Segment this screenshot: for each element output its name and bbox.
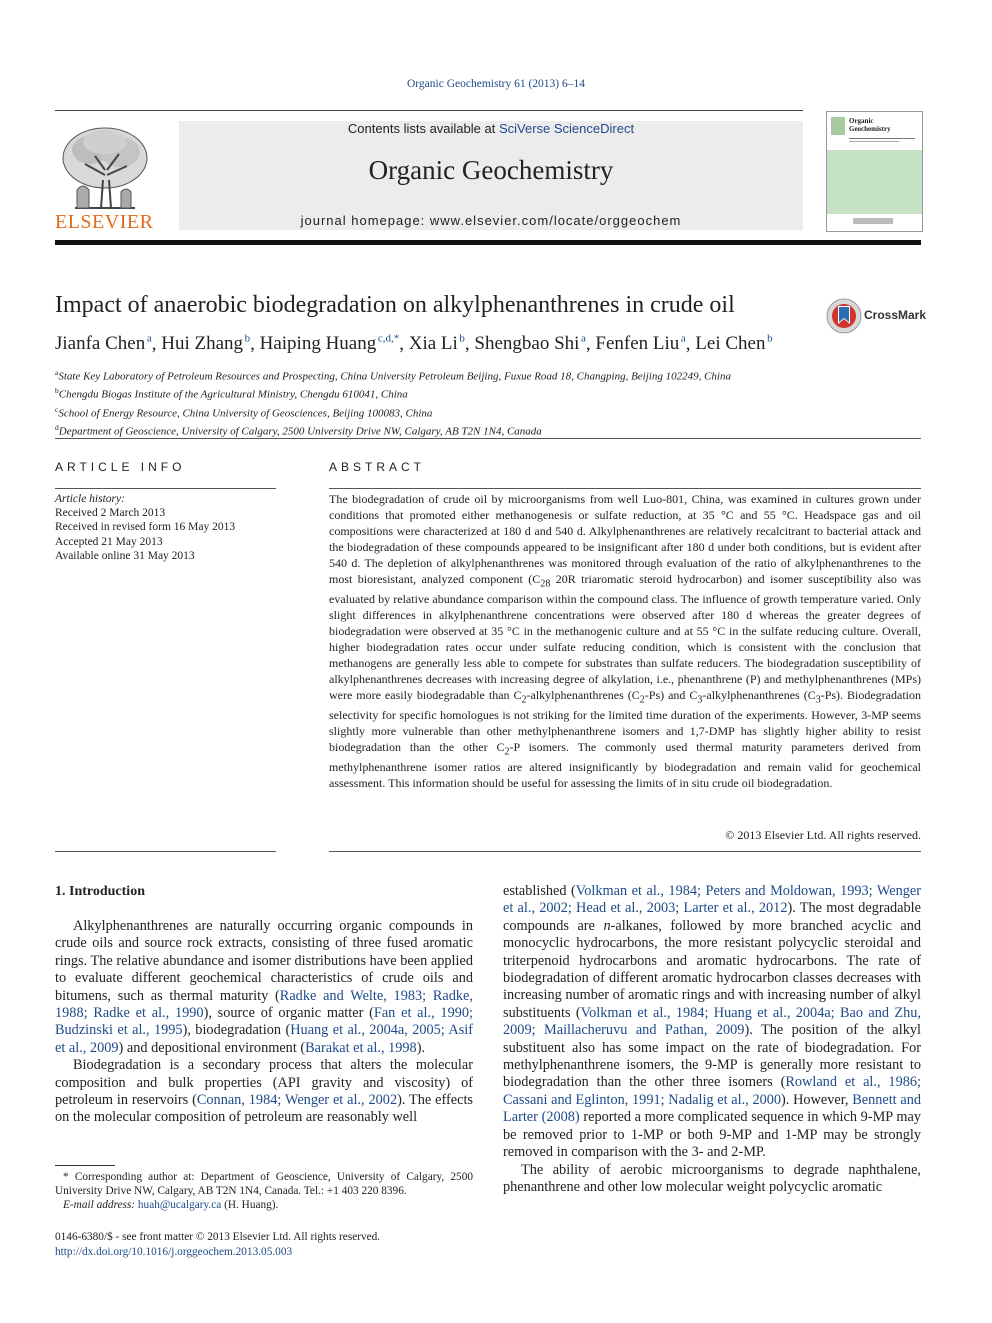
- affiliations: [55, 366, 731, 439]
- text-run: -alkanes, followed by more branched acyclic and monocyclic hydrocarbons, the more resistant polycyclic steroidal and triterpenoid hydrocarbons and aromatic hydrocarbons. The rate of biodegradation of different aromatic hydrocarbon classes decreases with increasing number of aromatic rings and with increasing number of alkyl substituents (: [503, 917, 921, 1021]
- journal-name: Organic Geochemistry: [368, 155, 614, 185]
- author[interactable]: Jianfa Chen $^a$: [55, 333, 152, 355]
- article-info-bottom-rule: [55, 851, 276, 852]
- history-entry: Received in revised form 16 May 2013: [55, 521, 236, 534]
- contents-prefix: Contents lists available at: [347, 121, 499, 136]
- article-history: [55, 492, 235, 563]
- text-run: The ability of aerobic microorganisms to degrade naphthalene, phenanthrene and other low molecular weight polycyclic aromatic: [503, 1161, 921, 1195]
- text-run: ). The position of the alkyl substituent also has some impact on the rate of biodegradation. For methylphenanthrene isomers, the 9-MP is generally more resistant to biodegradation than the other three isomers (: [503, 1022, 921, 1091]
- affiliation: $^a$State Key Laboratory of Petroleum Resources and Prospecting, China University Petroleum Beijing, Fuxue Road 18, Changping, Beijing 102249, China: [55, 368, 731, 383]
- affiliation: $^c$School of Energy Resource, China University of Geosciences, Beijing 100083, China: [55, 404, 433, 420]
- text-run: reported a more complicated sequence in which 9-MP may be removed prior to 1-MP or both 9-MP and 1-MP may be strongly removed in comparison with the 3- and 2-MP.: [503, 1109, 921, 1161]
- email-link[interactable]: huah@ucalgary.ca: [137, 1199, 222, 1212]
- affiliation: $^b$Chengdu Biogas Institute of the Agricultural Ministry, Chengdu 610041, China: [55, 386, 408, 401]
- paragraph: [503, 883, 921, 1162]
- cover-title: Organic Geochemistry: [849, 117, 891, 133]
- citation-link[interactable]: Connan, 1984; Wenger et al., 2002: [196, 1092, 398, 1109]
- citation-link[interactable]: Fan et al., 1990; Budzinski et al., 1995: [55, 1005, 473, 1039]
- intro-heading: 1. Introduction: [55, 884, 145, 899]
- history-entry: Available online 31 May 2013: [55, 549, 195, 562]
- header-thick-rule: [55, 240, 921, 245]
- author[interactable]: Shengbao Shi $^a$: [474, 333, 586, 355]
- citation-link[interactable]: Volkman et al., 1984; Peters and Moldowan, 1993; Wenger et al., 2002; Head et al., 2003; Larter et al., 2012: [503, 883, 921, 917]
- abstract-bottom-rule: [329, 851, 921, 852]
- text-run: Biodegradation is a secondary process that alters the molecular composition and bulk properties (API gravity and viscosity) of petroleum in reservoirs (: [55, 1057, 473, 1109]
- crossmark-label[interactable]: CrossMark: [864, 308, 927, 322]
- history-entry: Accepted 21 May 2013: [55, 535, 163, 548]
- doi-link[interactable]: http://dx.doi.org/10.1016/j.orggeochem.2013.05.003: [55, 1245, 293, 1258]
- paragraph: [503, 1162, 921, 1197]
- citation-link[interactable]: Barakat et al., 1998: [305, 1039, 417, 1056]
- italic-text: n: [603, 917, 611, 934]
- text-run: Alkylphenanthrenes are naturally occurring organic compounds in crude oils and source rock extracts, consisting of three fused aromatic rings. The relative abundance and isomer distributions have been applied to evaluate different geochemical characteristics of crude oils and bitumens, such as thermal maturity (: [55, 918, 473, 1004]
- front-matter: [55, 1230, 380, 1259]
- cover-header: [827, 112, 922, 150]
- abstract-heading: ABSTRACT: [329, 460, 426, 474]
- history-entry: Received 2 March 2013: [55, 507, 166, 520]
- journal-citation[interactable]: Organic Geochemistry 61 (2013) 6–14: [407, 78, 585, 90]
- citation-link[interactable]: Radke and Welte, 1983; Radke, 1988; Radke et al., 1990: [55, 987, 473, 1022]
- history-label: Article history:: [55, 493, 125, 505]
- text-run: ). However,: [781, 1091, 853, 1108]
- paragraph: [55, 918, 473, 1057]
- contents-line: [179, 121, 803, 136]
- journal-homepage[interactable]: journal homepage: www.elsevier.com/locate/orggeochem: [300, 213, 682, 228]
- citation-link[interactable]: Huang et al., 2004a, 2005; Asif et al., 2009: [55, 1022, 474, 1056]
- intro-left-column: [55, 918, 473, 1127]
- issn-line: 0146-6380/$ - see front matter © 2013 Elsevier Ltd. All rights reserved.: [55, 1231, 381, 1243]
- corresponding-author-footnote: * Corresponding author at: Department of Geoscience, University of Calgary, 2500 University Drive NW, Calgary, AB T2N 1N4, Canada. Tel.: +1 403 220 8396. E-mail address: huah@ucalgary.ca (H. Huang).: [55, 1171, 473, 1212]
- citation-link[interactable]: Rowland et al., 1986; Cassani and Eglinton, 1991; Nadalig et al., 2000: [503, 1074, 921, 1108]
- footnote-rule: [55, 1165, 115, 1166]
- elsevier-wordmark: ELSEVIER: [55, 211, 154, 233]
- text-run: ).: [416, 1039, 426, 1056]
- article-info-rule: [55, 488, 276, 489]
- author[interactable]: Xia Li $^b$: [408, 333, 465, 355]
- author[interactable]: Haiping Huang $^{c,d,*}$: [259, 333, 400, 355]
- article-info-heading: ARTICLE INFO: [55, 460, 186, 474]
- text-run: established (: [503, 883, 576, 899]
- sciencedirect-link[interactable]: SciVerse ScienceDirect: [498, 121, 635, 136]
- text-run: ). The effects on the molecular composition of petroleum are reasonably well: [55, 1092, 473, 1126]
- article-title: Impact of anaerobic biodegradation on alkylphenanthrenes in crude oil: [55, 292, 735, 318]
- cover-publisher-mark: [853, 218, 893, 224]
- paragraph: [55, 1057, 473, 1127]
- crossmark-icon[interactable]: [826, 298, 862, 334]
- intro-right-column: [503, 883, 921, 1196]
- abstract-text: The biodegradation of crude oil by microorganisms from well Luo-801, China, was examined in cultures grown under conditions that promoted either methanogenesis or sulfate reduction, at 35 °C and 55 °C. Headspace gas and oil compositions were characterized at 180 d and 540 d. Alkylphenanthrenes are relatively recalcitrant to bacterial attack and the biodegradation of these compounds appeared to be insignificant after 180 d under both conditions, but is evident after 540 d. The depletion of alkylphenanthrenes was monitored through evaluation of the ratio of alkylphenanthrenes to the most bioresistant, analyzed component ($C_{28}$ 20R triaromatic steroid hydrocarbon) and isomer susceptibility also was evaluated by relative abundance comparison within the compound class. The influence of growth temperature varied. Only slight differences in alkylphenanthrene concentrations were observed after 180 d whereas the greater degrees of biodegradation were observed at 35 °C in the methanogenic culture and at 55 °C in the sulfate reducing culture. Overall, higher biodegradation rates occur under sulfate reducing condition, which is consistent with the conclusion that methanogens are generally less able to compete for substrates than sulfate reducers. The biodegradation susceptibility of alkylphenanthrenes decreases with increasing degree of alkylation, i.e., phenanthrene (P) and methylphenanthrenes (MPs) were more easily biodegradable than $C_2$-alkylphenanthrenes $(C_2-Ps)$ and $C_3$-alkylphenanthrenes $(C_3-Ps)$. Biodegradation selectivity for specific homologues is not striking for the limited time duration of the experiments. However, 3-MP seems slightly more vulnerable than other methylphenanthrene isomers and 1,7-DMP has slightly higher ability to resist biodegradation than the other $C_2-P$ isomers. The commonly used thermal maturity parameters derived from methylphenanthrene isomer ratios are altered insignificantly by biodegradation and remain valid for geochemical assessment. This information should be useful for assessing the limits of in situ crude oil biodegradation.: [329, 492, 922, 791]
- header-top-rule: [55, 110, 803, 111]
- abstract-rule: [329, 488, 921, 489]
- cover-green-panel: [827, 150, 922, 214]
- cover-mini-logo: [831, 117, 845, 135]
- author[interactable]: Hui Zhang $^b$: [161, 333, 251, 355]
- author[interactable]: Lei Chen $^b$: [695, 333, 773, 355]
- citation-link[interactable]: Bennett and Larter (2008): [503, 1091, 921, 1126]
- citation-link[interactable]: Volkman et al., 1984; Huang et al., 2004a; Bao and Zhu, 2009; Maillacheruvu and Pathan, 2009: [503, 1004, 921, 1039]
- text-run: ). The most degradable compounds are: [503, 900, 921, 934]
- text-run: ), biodegradation (: [182, 1022, 291, 1039]
- journal-cover-thumbnail: [826, 111, 923, 232]
- affiliation-divider: [55, 438, 921, 439]
- elsevier-tree-logo: [55, 120, 155, 210]
- text-run: ), source of organic matter (: [203, 1005, 374, 1022]
- affiliation: $^d$Department of Geoscience, University of Calgary, 2500 University Drive NW, Calgary, AB T2N 1N4, Canada: [55, 422, 542, 438]
- abstract-copyright: © 2013 Elsevier Ltd. All rights reserved.: [725, 828, 921, 842]
- author-list: Jianfa Chen $^a$, Hui Zhang $^b$, Haiping Huang $^{c,d,*}$, Xia Li $^b$, Shengbao Shi $^a$, Fenfen Liu $^a$, Lei Chen $^b$: [55, 333, 773, 355]
- text-run: ) and depositional environment (: [118, 1039, 306, 1056]
- author[interactable]: Fenfen Liu $^a$: [595, 333, 686, 355]
